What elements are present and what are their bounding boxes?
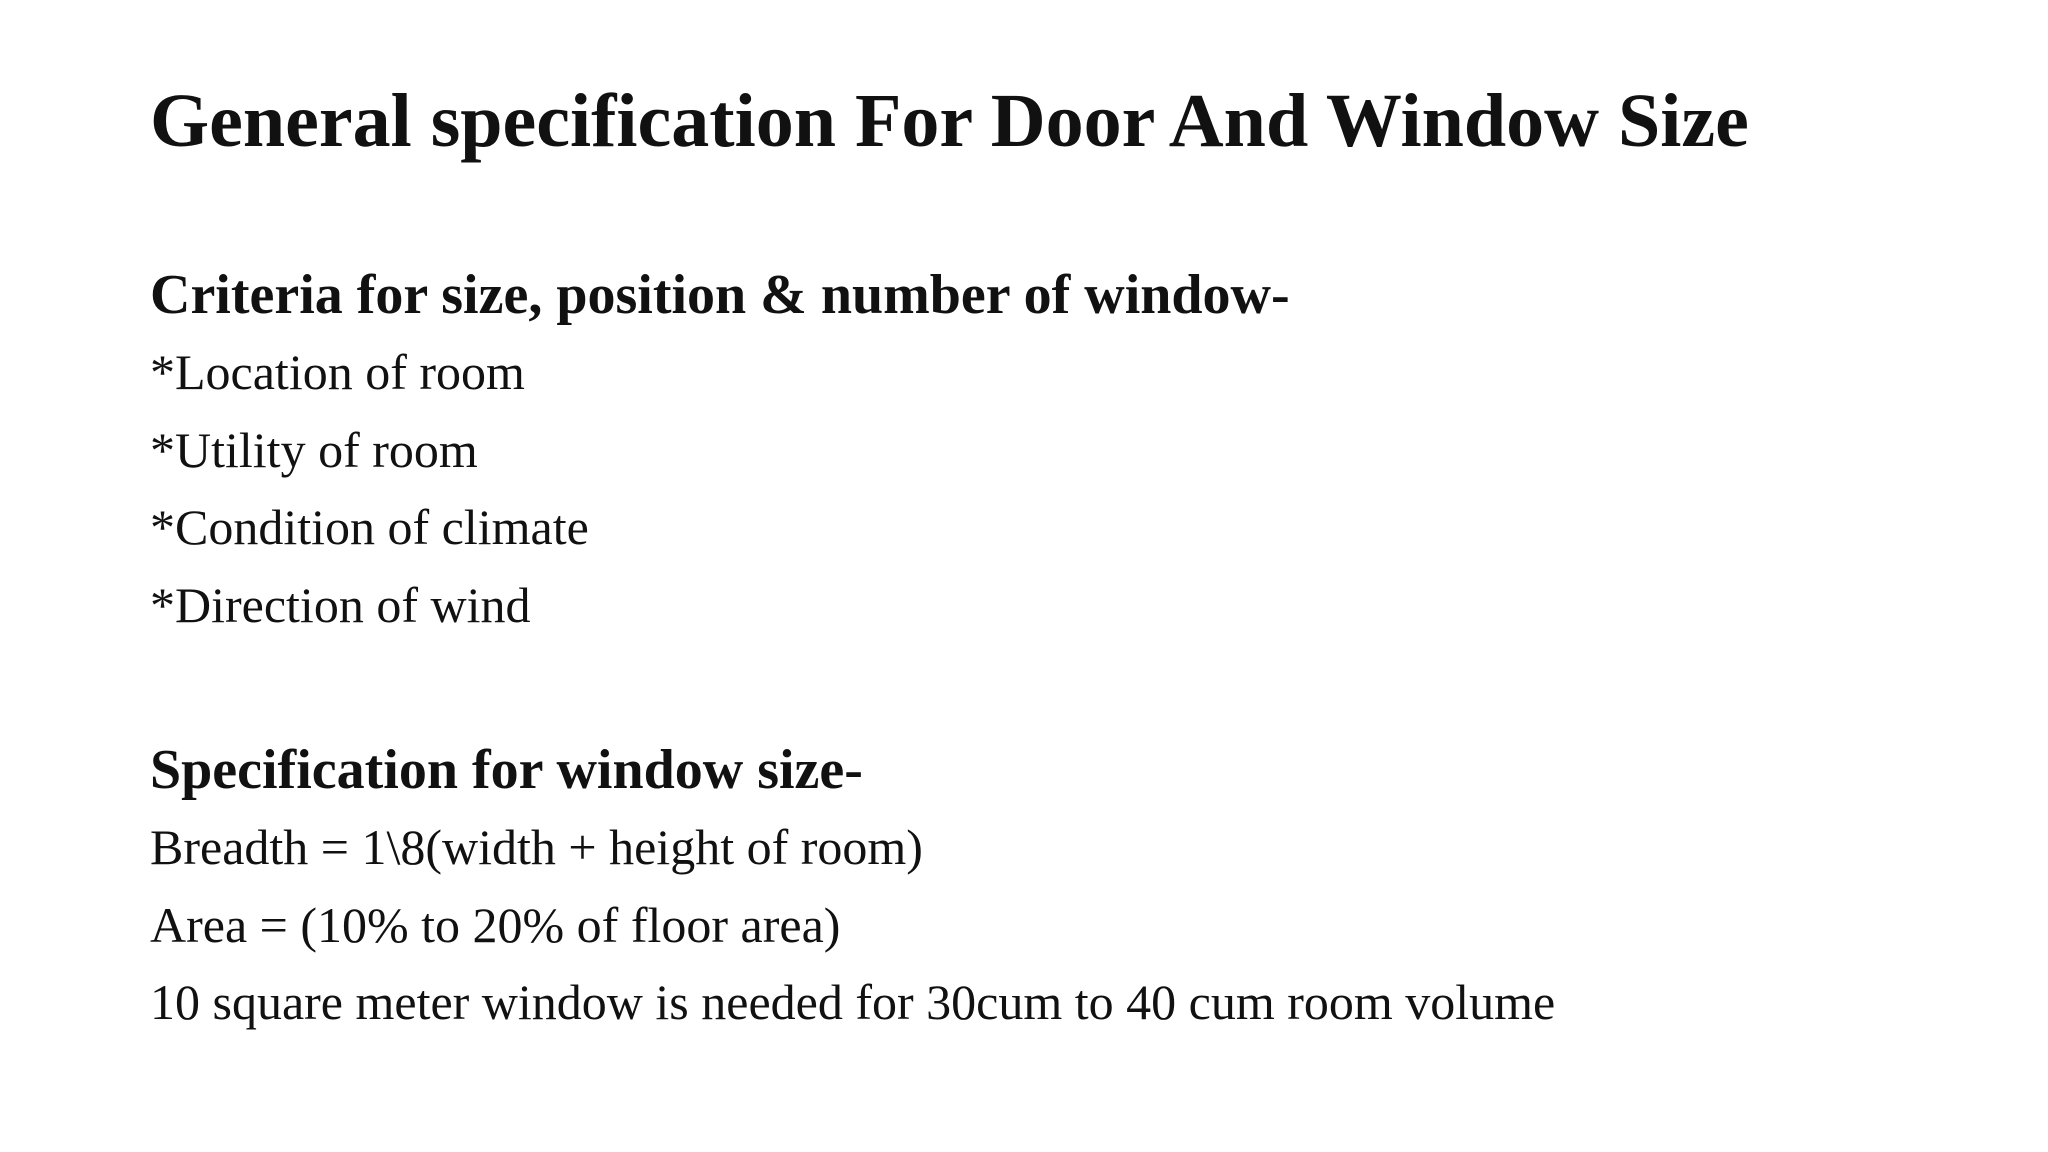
criteria-heading: Criteria for size, position & number of window- <box>150 264 1290 326</box>
criteria-item-location: *Location of room <box>150 344 525 400</box>
criteria-item-climate: *Condition of climate <box>150 499 589 555</box>
slide-title: General specification For Door And Window Size <box>150 79 1749 163</box>
spec-item-volume: 10 square meter window is needed for 30cum to 40 cum room volume <box>150 974 1556 1030</box>
criteria-item-wind: *Direction of wind <box>150 576 531 633</box>
criteria-section <box>150 256 1290 644</box>
spec-item-area: Area = (10% to 20% of floor area) <box>150 896 841 953</box>
spec-item-breadth: Breadth = 1\8(width + height of room) <box>150 819 923 875</box>
criteria-item-utility: *Utility of room <box>150 421 478 478</box>
specification-heading: Specification for window size- <box>150 739 863 801</box>
specification-section <box>150 731 1555 1042</box>
